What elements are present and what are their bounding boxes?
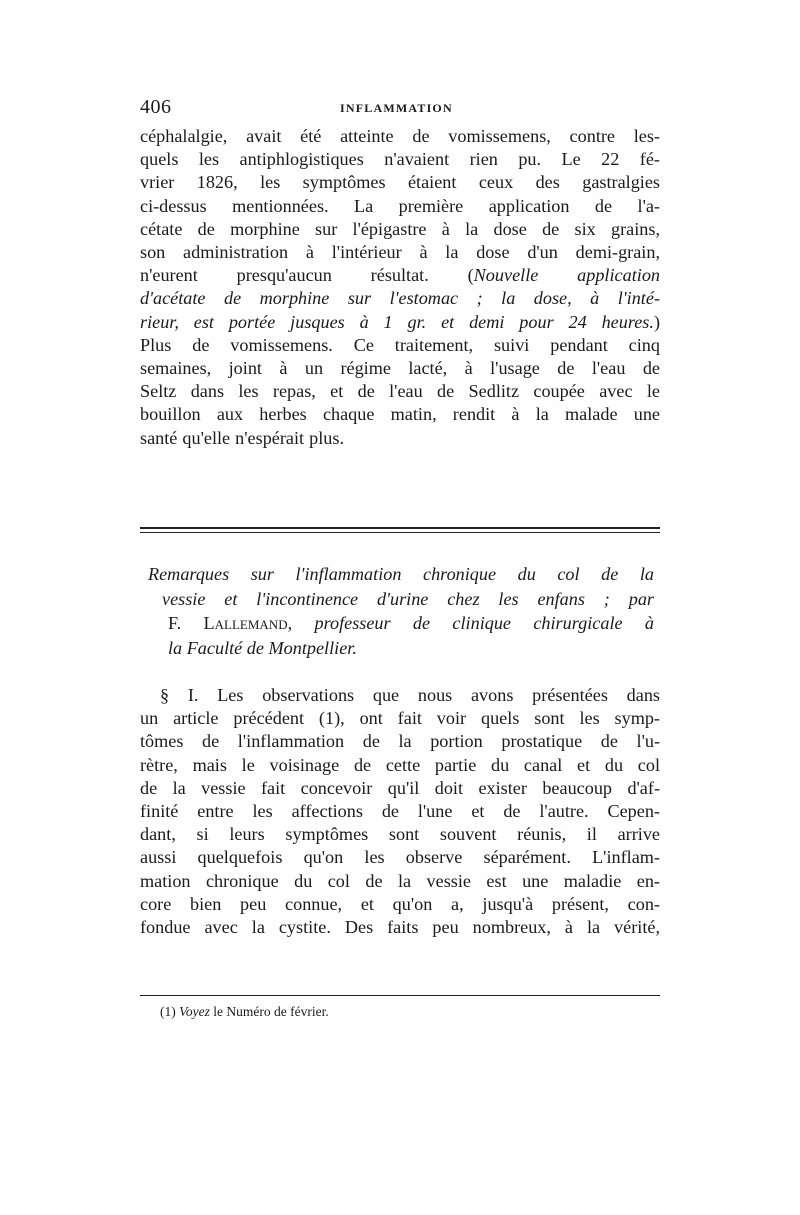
text-line: ci-dessus mentionnées. La première application de l'a-	[140, 195, 660, 216]
text-line: mation chronique du col de la vessie est une maladie en-	[140, 870, 660, 891]
page-header	[140, 96, 660, 122]
text-line: bouillon aux herbes chaque matin, rendit à la malade une	[140, 404, 660, 425]
footnote-text: le Numéro de février.	[213, 1004, 329, 1019]
paragraph-section-1	[140, 684, 660, 939]
footnote-rule	[140, 995, 660, 996]
title-line: Remarques sur l'inflammation chronique du col de la	[148, 564, 654, 584]
author-affiliation: , professeur de clinique chirurgicale à	[287, 613, 654, 633]
text-line: santé qu'elle n'espérait plus.	[140, 427, 345, 448]
italic-fragment: Nouvelle application	[473, 265, 661, 286]
title-line	[148, 611, 654, 636]
italic-fragment: rieur, est portée jusques à 1 gr. et demi pour 24 heures.	[140, 311, 654, 332]
text-line: de la vessie fait concevoir qu'il doit exister beaucoup d'af-	[140, 777, 660, 798]
running-head: INFLAMMATION	[340, 101, 453, 115]
title-line: vessie et l'incontinence d'urine chez les enfans ; par	[162, 588, 654, 609]
text-line: § I. Les observations que nous avons présentées dans	[160, 685, 660, 705]
text-line: aussi quelquefois qu'on les observe séparément. L'inflam-	[140, 847, 660, 868]
text-line: rètre, mais le voisinage de cette partie du canal et du col	[140, 754, 660, 775]
text-line: vrier 1826, les symptômes étaient ceux des gastralgies	[140, 172, 660, 193]
text-line: core bien peu connue, et qu'on a, jusqu'à présent, con-	[140, 893, 660, 914]
text-line: dant, si leurs symptômes sont souvent réunis, il arrive	[140, 824, 660, 845]
text-line: finité entre les affections de l'une et de l'autre. Cepen-	[140, 801, 660, 822]
author-name: F. Lallemand	[168, 613, 288, 633]
page-number: 406	[140, 96, 172, 118]
text-line: semaines, joint à un régime lacté, à l'usage de l'eau de	[140, 358, 660, 379]
text-line: Plus de vomissemens. Ce traitement, suivi pendant cinq	[140, 334, 660, 355]
text-line: quels les antiphlogistiques n'avaient rien pu. Le 22 fé-	[140, 149, 660, 170]
text-line	[140, 264, 660, 287]
text-fragment: n'eurent presqu'aucun résultat. (	[140, 265, 474, 286]
text-line: céphalalgie, avait été atteinte de vomissemens, contre les-	[140, 126, 660, 146]
text-line: un article précédent (1), ont fait voir quels sont les symp-	[140, 708, 660, 729]
section-divider	[140, 527, 660, 533]
text-line-italic: d'acétate de morphine sur l'estomac ; la dose, à l'inté-	[140, 288, 660, 309]
footnote-italic: Voyez	[179, 1004, 210, 1019]
footnote-marker: (1)	[160, 1004, 176, 1019]
text-line: cétate de morphine sur l'épigastre à la dose de six grains,	[140, 218, 660, 239]
paragraph-case-end	[140, 125, 660, 450]
closing-paren: )	[653, 311, 660, 332]
text-line: tômes de l'inflammation de la portion prostatique de l'u-	[140, 731, 660, 752]
text-line: fondue avec la cystite. Des faits peu nombreux, à la vérité,	[140, 917, 660, 938]
footnote	[160, 1004, 329, 1020]
article-title	[148, 562, 654, 660]
text-line: Seltz dans les repas, et de l'eau de Sedlitz coupée avec le	[140, 381, 660, 402]
title-line: la Faculté de Montpellier.	[168, 637, 357, 658]
text-line: son administration à l'intérieur à la dose d'un demi-grain,	[140, 242, 660, 263]
text-line	[140, 311, 660, 334]
